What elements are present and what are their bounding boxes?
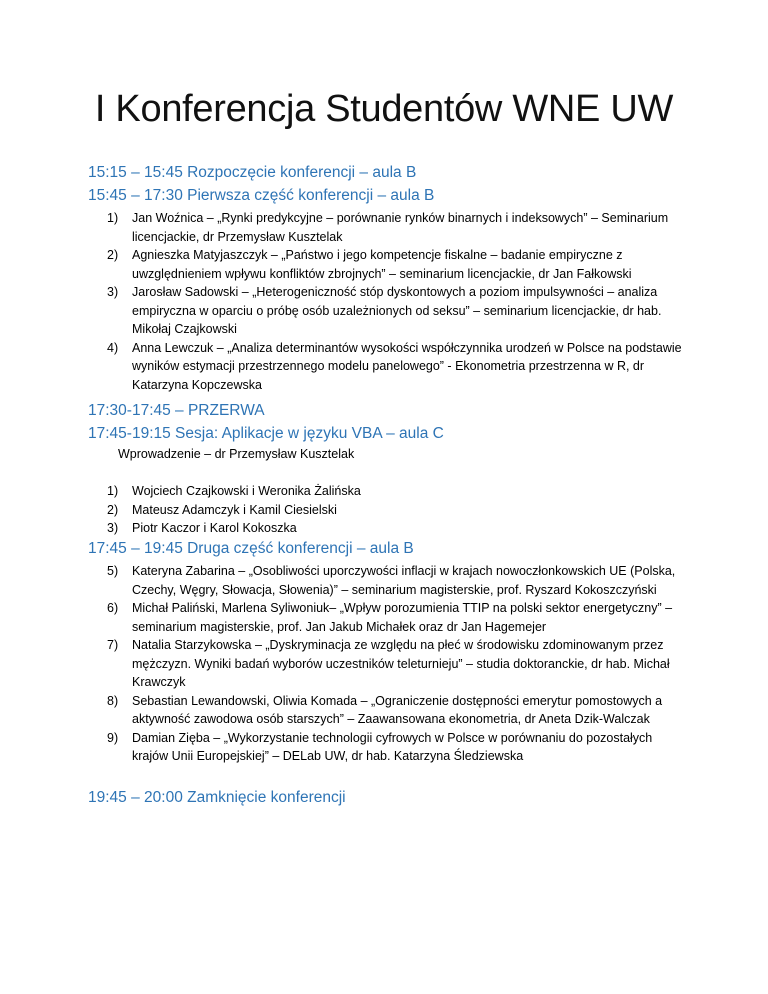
list-item: 2) Agnieszka Matyjaszczyk – „Państwo i jego kompetencje fiskalne – badanie empiryczne z uwzględnieniem wpływu konfliktów zbrojnych” – seminarium licencjackie, dr Jan Fałkowski <box>107 248 632 281</box>
list-item: 6) Michał Paliński, Marlena Syliwoniuk– „Wpływ porozumienia TTIP na polski sektor energetyczny” – seminarium magisterskie, prof. Jan Jakub Michałek oraz dr Jan Hagemejer <box>107 601 673 634</box>
document-title: I Konferencja Studentów WNE UW <box>94 88 674 130</box>
list-item: 1) Wojciech Czajkowski i Weronika Żalińska <box>107 484 361 498</box>
vba-list <box>107 482 687 538</box>
part1-heading: 15:45 – 17:30 Pierwsza część konferencji – aula B <box>88 187 435 204</box>
vba-intro: Wprowadzenie – dr Przemysław Kusztelak <box>118 447 355 461</box>
vba-heading: 17:45-19:15 Sesja: Aplikacje w języku VBA – aula C <box>88 425 444 442</box>
list-item: 3) Jarosław Sadowski – „Heterogeniczność stóp dyskontowych a poziom impulsywności – analiza empiryczna w oparciu o próbę osób uzależnionych od seksu” – seminarium licencjackie, dr hab. Mikołaj Czajkowski <box>107 285 662 336</box>
list-item: 1) Jan Woźnica – „Rynki predykcyjne – porównanie rynków binarnych i indeksowych” – Seminarium licencjackie, dr Przemysław Kusztelak <box>107 211 669 244</box>
list-item: 7) Natalia Starzykowska – „Dyskryminacja ze względu na płeć w środowisku zdominowanym przez mężczyzn. Wyniki badań wyborów uczestników teleturnieju” – studia doktoranckie, dr hab. Michał Krawczyk <box>107 638 670 689</box>
list-item: 5) Kateryna Zabarina – „Osobliwości uporczywości inflacji w krajach nowoczłonkowskich UE (Polska, Czechy, Węgry, Słowacja, Słowenia)” – seminarium magisterskie, prof. Ryszard Kokoszczyński <box>107 564 676 597</box>
part1-list <box>107 209 687 394</box>
closing-heading: 19:45 – 20:00 Zamknięcie konferencji <box>88 789 346 806</box>
list-item: 8) Sebastian Lewandowski, Oliwia Komada – „Ograniczenie dostępności emerytur pomostowych a aktywność zawodowa osób starszych” – Zaawansowana ekonometria, dr Aneta Dzik-Walczak <box>107 693 663 726</box>
list-item: 9) Damian Zięba – „Wykorzystanie technologii cyfrowych w Polsce w porównaniu do pozostałych krajów Unii Europejskiej” – DELab UW, dr hab. Katarzyna Śledziewska <box>107 730 653 763</box>
part2-list <box>107 562 687 766</box>
break-heading: 17:30-17:45 – PRZERWA <box>88 402 265 419</box>
part2-heading: 17:45 – 19:45 Druga część konferencji – aula B <box>88 540 414 557</box>
list-item: 2) Mateusz Adamczyk i Kamil Ciesielski <box>107 502 337 517</box>
opening-heading: 15:15 – 15:45 Rozpoczęcie konferencji – aula B <box>88 164 417 181</box>
list-item: 4) Anna Lewczuk – „Analiza determinantów wysokości współczynnika urodzeń w Polsce na podstawie wyników estymacji przestrzennego modelu panelowego” - Ekonometria przestrzenna w R, dr Katarzyna Kopczewska <box>107 340 682 392</box>
list-item: 3) Piotr Kaczor i Karol Kokoszka <box>107 521 297 535</box>
